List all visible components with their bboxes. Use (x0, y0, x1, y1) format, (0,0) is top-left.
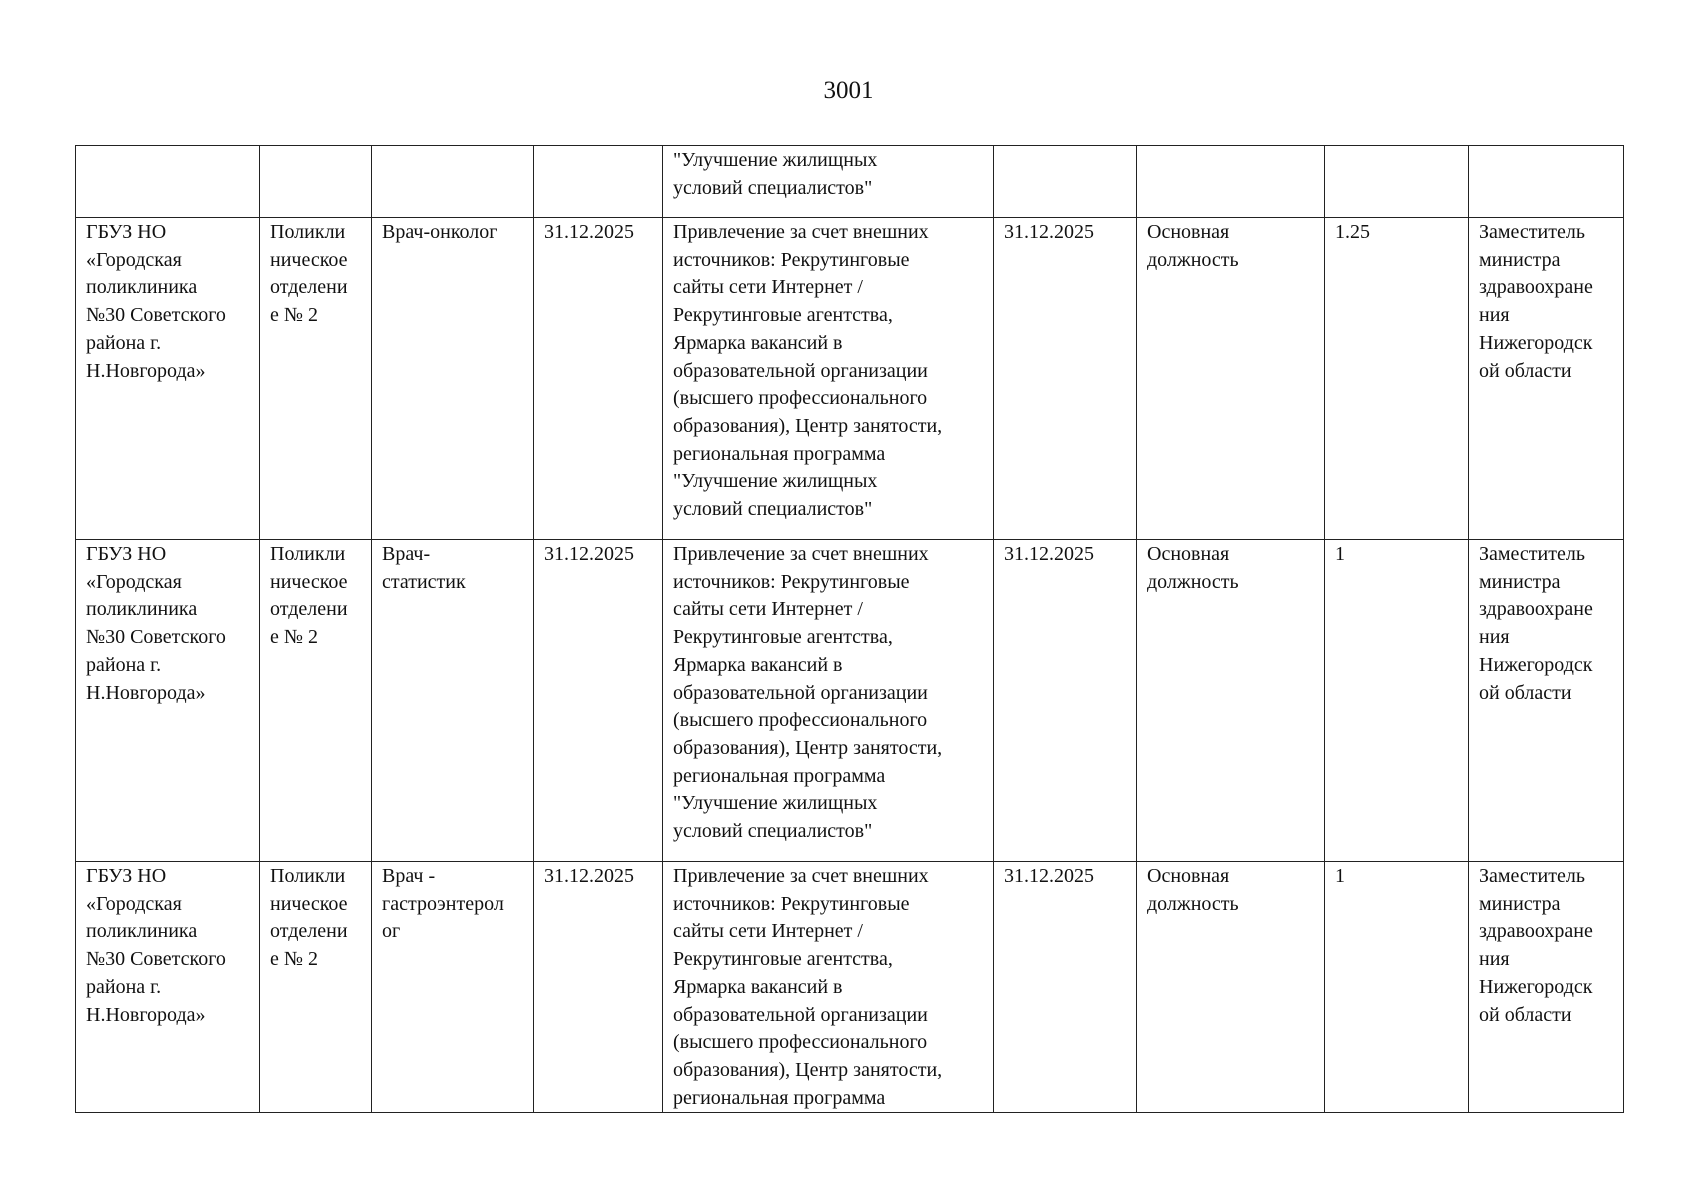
rate-cell (1325, 146, 1469, 218)
department-cell: Поликли ническое отделени е № 2 (260, 540, 372, 862)
position-cell: Врач- статистик (372, 540, 534, 862)
recruitment-method-cell: "Улучшение жилищных условий специалистов" (663, 146, 994, 218)
org-cell (76, 146, 260, 218)
position-type-cell: Основная должность (1137, 218, 1325, 540)
deadline-cell (534, 146, 663, 218)
responsible-cell: Заместитель министра здравоохране ния Нижегородск ой области (1469, 862, 1624, 1113)
deadline-cell: 31.12.2025 (534, 540, 663, 862)
org-cell: ГБУЗ НО «Городская поликлиника №30 Советского района г. Н.Новгорода» (76, 218, 260, 540)
position-type-cell (1137, 146, 1325, 218)
position-type-cell: Основная должность (1137, 862, 1325, 1113)
table-row (76, 862, 1624, 1113)
org-cell: ГБУЗ НО «Городская поликлиника №30 Советского района г. Н.Новгорода» (76, 862, 260, 1113)
department-cell: Поликли ническое отделени е № 2 (260, 218, 372, 540)
deadline-cell: 31.12.2025 (534, 862, 663, 1113)
responsible-cell: Заместитель министра здравоохране ния Нижегородск ой области (1469, 218, 1624, 540)
position-cell: Врач - гастроэнтерол ог (372, 862, 534, 1113)
deadline-cell: 31.12.2025 (534, 218, 663, 540)
table-row (76, 540, 1624, 862)
target-date-cell: 31.12.2025 (994, 218, 1137, 540)
target-date-cell (994, 146, 1137, 218)
target-date-cell: 31.12.2025 (994, 540, 1137, 862)
org-cell: ГБУЗ НО «Городская поликлиника №30 Советского района г. Н.Новгорода» (76, 540, 260, 862)
position-cell (372, 146, 534, 218)
department-cell: Поликли ническое отделени е № 2 (260, 862, 372, 1113)
target-date-cell: 31.12.2025 (994, 862, 1137, 1113)
recruitment-method-cell: Привлечение за счет внешних источников: Рекрутинговые сайты сети Интернет / Рекрутинговые агентства, Ярмарка вакансий в образовательной организации (высшего профессионального образования), Центр занятости, региональная программа (663, 862, 994, 1113)
rate-cell: 1 (1325, 862, 1469, 1113)
vacancy-table (75, 145, 1624, 1113)
position-type-cell: Основная должность (1137, 540, 1325, 862)
responsible-cell: Заместитель министра здравоохране ния Нижегородск ой области (1469, 540, 1624, 862)
department-cell (260, 146, 372, 218)
table-row (76, 146, 1624, 218)
recruitment-method-cell: Привлечение за счет внешних источников: Рекрутинговые сайты сети Интернет / Рекрутинговые агентства, Ярмарка вакансий в образовательной организации (высшего профессионального образования), Центр занятости, региональная программа "Улучшение жилищных условий специалистов" (663, 218, 994, 540)
responsible-cell (1469, 146, 1624, 218)
rate-cell: 1.25 (1325, 218, 1469, 540)
recruitment-method-cell: Привлечение за счет внешних источников: Рекрутинговые сайты сети Интернет / Рекрутинговые агентства, Ярмарка вакансий в образовательной организации (высшего профессионального образования), Центр занятости, региональная программа "Улучшение жилищных условий специалистов" (663, 540, 994, 862)
rate-cell: 1 (1325, 540, 1469, 862)
position-cell: Врач-онколог (372, 218, 534, 540)
page-number: 3001 (823, 77, 874, 104)
table-row (76, 218, 1624, 540)
